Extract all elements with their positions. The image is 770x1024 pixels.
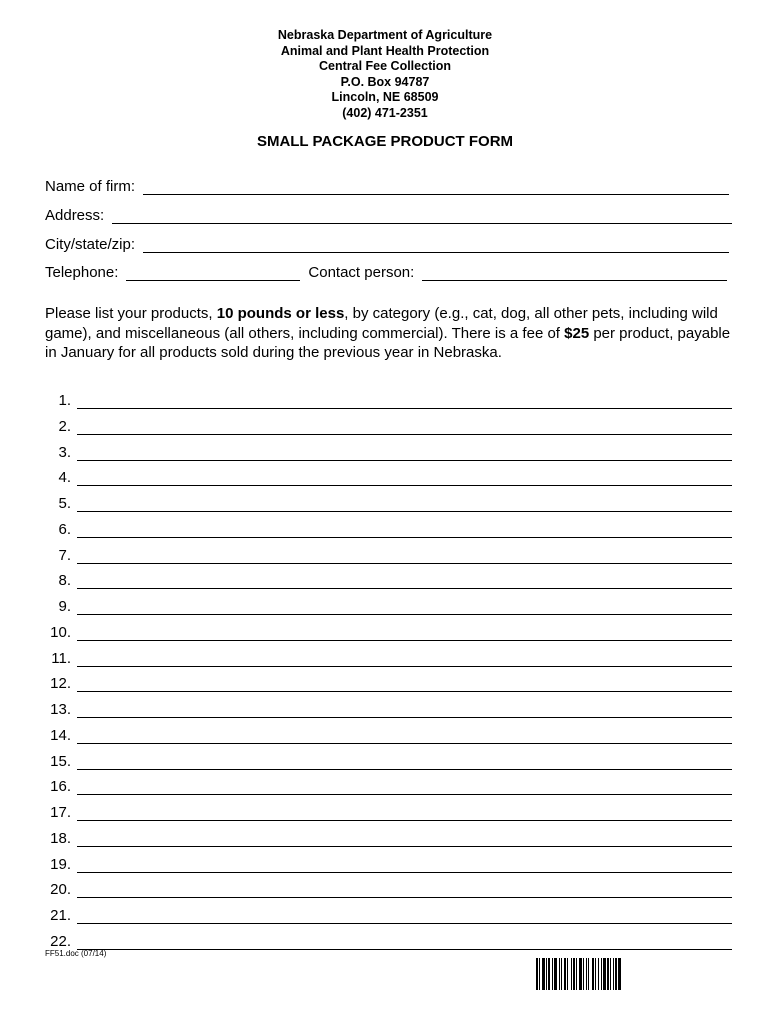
product-row [40,753,732,770]
row-number: 17. [50,804,71,821]
telephone-label: Telephone: [45,264,119,281]
barcode-bar [552,958,553,990]
row-number: 14. [50,727,71,744]
product-line[interactable] [77,780,732,795]
product-line[interactable] [77,703,732,718]
agency-header [0,28,770,122]
product-line[interactable] [77,677,732,692]
row-number: 6. [58,521,71,538]
row-number: 15. [50,753,71,770]
row-number: 22. [50,933,71,950]
firm-label: Name of firm: [45,178,136,195]
barcode-bar [546,958,547,990]
city-line[interactable] [143,238,729,253]
barcode-bar [573,958,575,990]
form-title: SMALL PACKAGE PRODUCT FORM [256,133,514,150]
contact-label: Contact person: [308,264,415,281]
product-row [40,907,732,924]
product-line[interactable] [77,729,732,744]
product-row [40,933,732,950]
product-line[interactable] [77,497,732,512]
product-row [40,521,732,538]
product-line[interactable] [77,446,732,461]
row-number: 12. [50,675,71,692]
row-number: 7. [58,547,71,564]
barcode-bar [554,958,557,990]
row-number: 18. [50,830,71,847]
firm-field [45,178,729,195]
city-zip: Lincoln, NE 68509 [331,90,439,105]
barcode-bar [576,958,577,990]
row-number: 20. [50,881,71,898]
product-line[interactable] [77,883,732,898]
product-line[interactable] [77,549,732,564]
product-line[interactable] [77,858,732,873]
phone-number: (402) 471-2351 [342,105,428,120]
barcode-bar [607,958,609,990]
product-row [40,469,732,486]
row-number: 4. [58,469,71,486]
barcode-bar [592,958,594,990]
barcode-bar [567,958,568,990]
product-line[interactable] [77,832,732,847]
product-line[interactable] [77,652,732,667]
product-row [40,701,732,718]
barcode-bar [583,958,584,990]
product-line[interactable] [77,394,732,409]
firm-line[interactable] [143,180,729,195]
form-code: FF51.doc (07/14) [45,949,107,958]
product-row [40,444,732,461]
product-row [40,727,732,744]
barcode-bar [559,958,560,990]
product-line[interactable] [77,600,732,615]
row-number: 3. [58,444,71,461]
barcode-bar [579,958,582,990]
barcode-bar [610,958,611,990]
division-name: Animal and Plant Health Protection [280,43,490,58]
product-row [40,547,732,564]
barcode-bar [613,958,614,990]
product-line[interactable] [77,471,732,486]
product-row [40,881,732,898]
city-label: City/state/zip: [45,236,136,253]
telephone-line[interactable] [126,266,300,281]
instructions-text-1: Please list your products, [45,305,217,322]
product-row [40,856,732,873]
barcode-image [536,958,644,990]
telephone-field [45,264,727,281]
barcode-bar [586,958,587,990]
product-line[interactable] [77,755,732,770]
product-row [40,675,732,692]
barcode-bar [598,958,599,990]
product-line[interactable] [77,574,732,589]
product-row [40,804,732,821]
po-box: P.O. Box 94787 [340,74,430,89]
barcode-bar [615,958,617,990]
row-number: 1. [58,392,71,409]
row-number: 5. [58,495,71,512]
barcode-bar [618,958,621,990]
barcode-bar [595,958,596,990]
product-line[interactable] [77,420,732,435]
product-row [40,624,732,641]
barcode-bar [542,958,545,990]
product-row [40,650,732,667]
address-line[interactable] [112,209,732,224]
city-field [45,236,729,253]
barcode-bar [539,958,540,990]
row-number: 19. [50,856,71,873]
fee-amount: $25 [564,324,590,342]
product-row [40,572,732,589]
address-label: Address: [45,207,105,224]
barcode-bar [601,958,602,990]
row-number: 10. [50,624,71,641]
address-field [45,207,732,224]
product-line[interactable] [77,626,732,641]
office-name: Central Fee Collection [319,59,451,74]
instructions-text-2: , by category (e.g., cat, dog, all other pets, including wild game), and miscellaneous (all others, including commercial). There is a fee of [45,305,718,342]
product-row [40,495,732,512]
contact-line[interactable] [422,266,727,281]
barcode-bar [561,958,562,990]
barcode-bar [548,958,550,990]
agency-name: Nebraska Department of Agriculture [277,28,493,42]
barcode-bar [588,958,589,990]
product-row [40,392,732,409]
row-number: 9. [58,598,71,615]
row-number: 2. [58,418,71,435]
row-number: 21. [50,907,71,924]
instructions-paragraph [45,304,735,363]
row-number: 16. [50,778,71,795]
product-line[interactable] [77,909,732,924]
product-line[interactable] [77,935,732,950]
barcode-bar [603,958,606,990]
product-row [40,830,732,847]
product-line[interactable] [77,806,732,821]
row-number: 8. [58,572,71,589]
barcode-bar [564,958,566,990]
row-number: 13. [50,701,71,718]
product-row [40,778,732,795]
barcode-bar [536,958,538,990]
product-line[interactable] [77,523,732,538]
instructions-text-3: per product, payable in January for all products sold during the previous year in Nebraska. [45,324,731,361]
barcode-bar [571,958,572,990]
product-row [40,418,732,435]
row-number: 11. [51,650,71,667]
weight-limit: 10 pounds or less [216,305,345,322]
product-row [40,598,732,615]
